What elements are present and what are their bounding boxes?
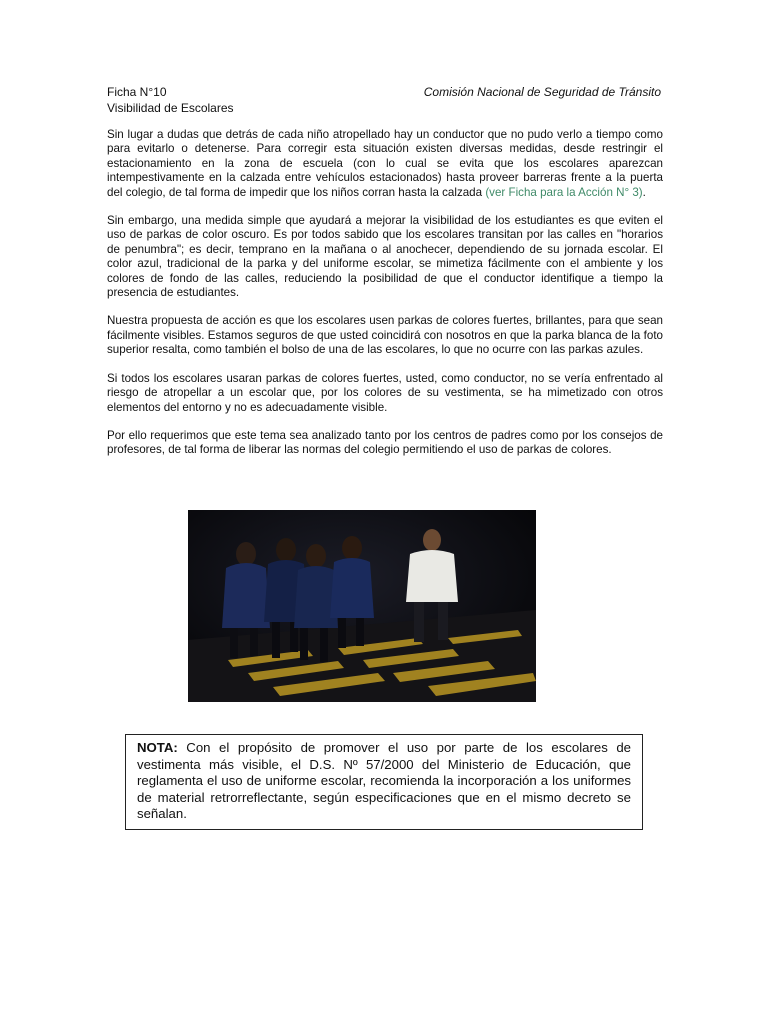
organization-name: Comisión Nacional de Seguridad de Tránsito [423, 85, 661, 99]
document-header [107, 84, 663, 116]
paragraph-4: Si todos los escolares usaran parkas de colores fuertes, usted, como conductor, no se vería enfrentado al riesgo de atropellar a un escolar que, por los colores de su vestimenta, se ha mimetizado con otros elementos del entorno y no es adecuadamente visible. [107, 371, 663, 414]
paragraph-3: Nuestra propuesta de acción es que los escolares usen parkas de colores fuertes, brillantes, para que sean fácilmente visibles. Estamos seguros de que usted coincidirá con nosotros en que la parka blanca de la foto superior resalta, como también el bolso de una de las escolares, lo que no ocurre con las parkas azules. [107, 314, 663, 357]
header-left [107, 84, 234, 116]
photo-illustration [188, 510, 536, 702]
ficha-subject: Visibilidad de Escolares [107, 101, 234, 115]
students-night-photo [188, 510, 536, 702]
ficha-accion-link[interactable]: (ver Ficha para la Acción N° 3) [485, 185, 643, 199]
nota-label: NOTA: [137, 740, 178, 755]
nota-text: Con el propósito de promover el uso por parte de los escolares de vestimenta más visible, el D.S. Nº 57/2000 del Ministerio de Educación, que reglamenta el uso de uniforme escolar, recomienda la incorporación a los uniformes de material retrorreflectante, según especificaciones que en el mismo decreto se señalan. [137, 740, 631, 822]
ficha-number: Ficha N°10 [107, 85, 167, 99]
paragraph-1-end: . [642, 185, 646, 199]
paragraph-1-text: Sin lugar a dudas que detrás de cada niño atropellado hay un conductor que no pudo verlo a tiempo como para evitarlo o detenerse. Para corregir esta situación existen diversas medidas, desde restringir el estacionamiento en la zona de escuela (con lo cual se evita que los escolares aparezcan intempestivamente en la calzada entre vehículos estacionados) hasta proveer barreras frente a la puerta del colegio, de tal forma de impedir que los niños corran hasta la calzada [107, 128, 663, 199]
paragraph-2: Sin embargo, una medida simple que ayudará a mejorar la visibilidad de los estudiantes es que eviten el uso de parkas de color oscuro. Es por todos sabido que los escolares transitan por las calles en "horarios de penumbra"; es decir, temprano en la mañana o al anochecer, dependiendo de su jornada escolar. El color azul, tradicional de la parka y del uniforme escolar, se mimetiza fácilmente con el ambiente y los colores de fondo de las calles, reduciendo la posibilidad de que el conductor identifique a tiempo la presencia de estudiantes. [107, 214, 663, 300]
paragraph-5: Por ello requerimos que este tema sea analizado tanto por los centros de padres como por los consejos de profesores, de tal forma de liberar las normas del colegio permitiendo el uso de parkas de colores. [107, 428, 663, 457]
document-page [107, 84, 663, 472]
paragraph-1 [107, 128, 663, 200]
nota-box [125, 734, 643, 830]
